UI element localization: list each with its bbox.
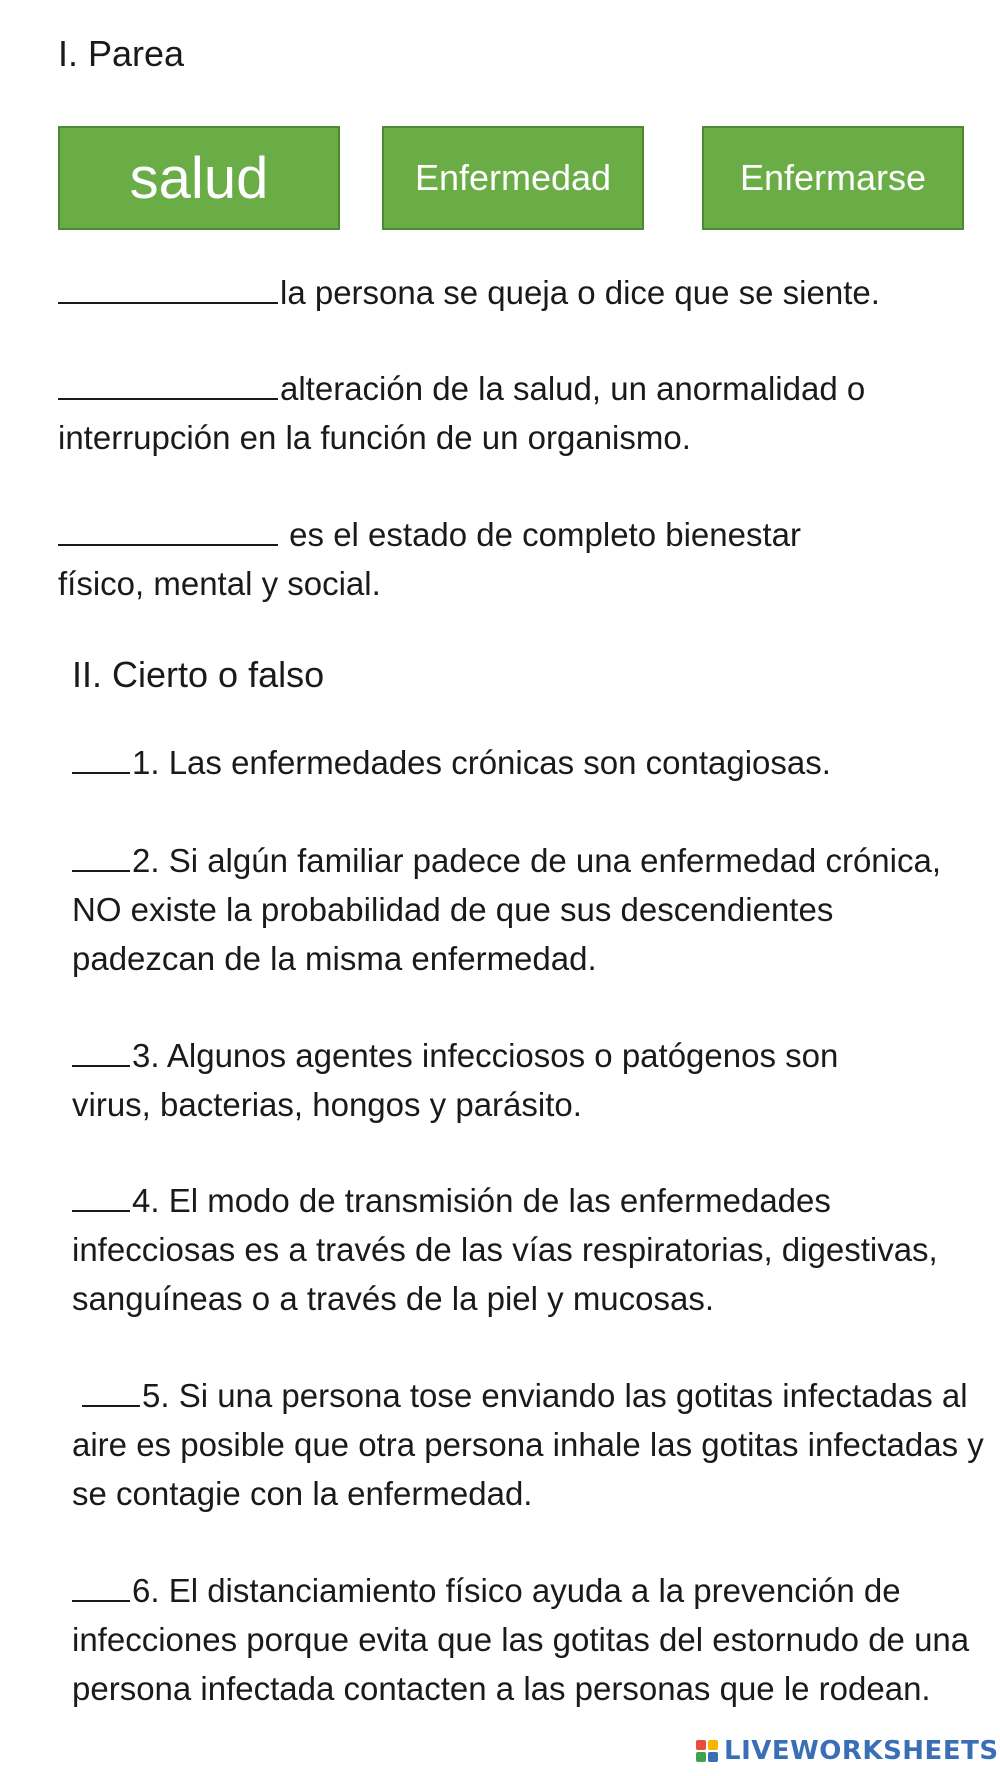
answer-blank[interactable] [72, 838, 130, 872]
answer-blank[interactable] [58, 366, 278, 400]
word-box-enfermarse[interactable]: Enfermarse [702, 126, 964, 230]
section-1-title: I. Parea [58, 33, 185, 74]
answer-blank[interactable] [72, 1568, 130, 1602]
tf-item-text: 5. Si una persona tose enviando las gotitas infectadas al aire es posible que otra persona inhale las gotitas infectadas y se contagie con la enfermedad. [72, 1377, 984, 1512]
tf-item-4 [72, 1176, 987, 1323]
match-item-1 [58, 268, 978, 317]
tf-item-text: 2. Si algún familiar padece de una enfermedad crónica, NO existe la probabilidad de que sus descendientes padezcan de la misma enfermedad. [72, 842, 941, 977]
liveworksheets-logo-text: LIVEWORKSHEETS [724, 1736, 999, 1766]
answer-blank[interactable] [82, 1373, 140, 1407]
tf-item-text: 3. Algunos agentes infecciosos o patógenos son virus, bacterias, hongos y parásito. [72, 1037, 839, 1123]
answer-blank[interactable] [72, 740, 130, 774]
tf-item-text: 6. El distanciamiento físico ayuda a la prevención de infecciones porque evita que las gotitas del estornudo de una persona infectada contacten a las personas que le rodean. [72, 1572, 970, 1707]
match-item-text: la persona se queja o dice que se siente. [280, 274, 880, 311]
match-item-2 [58, 364, 958, 462]
answer-blank[interactable] [72, 1033, 130, 1067]
tf-item-text: 4. El modo de transmisión de las enfermedades infecciosas es a través de las vías respiratorias, digestivas, sanguíneas o a través de la piel y mucosas. [72, 1182, 938, 1317]
section-2-title: II. Cierto o falso [72, 654, 325, 695]
tf-item-1 [72, 738, 982, 787]
tf-item-text: 1. Las enfermedades crónicas son contagiosas. [132, 744, 831, 781]
word-box-enfermedad[interactable]: Enfermedad [382, 126, 644, 230]
liveworksheets-logo-icon [696, 1740, 718, 1762]
tf-item-2 [72, 836, 952, 983]
word-box-salud[interactable]: salud [58, 126, 340, 230]
liveworksheets-logo [696, 1736, 999, 1766]
match-item-text: es el estado de completo bienestar físico, mental y social. [58, 516, 801, 602]
match-item-3 [58, 510, 878, 608]
answer-blank[interactable] [58, 512, 278, 546]
answer-blank[interactable] [58, 270, 278, 304]
match-item-text: alteración de la salud, un anormalidad o interrupción en la función de un organismo. [58, 370, 866, 456]
tf-item-5 [72, 1371, 987, 1518]
tf-item-6 [72, 1566, 987, 1713]
answer-blank[interactable] [72, 1178, 130, 1212]
tf-item-3 [72, 1031, 922, 1129]
